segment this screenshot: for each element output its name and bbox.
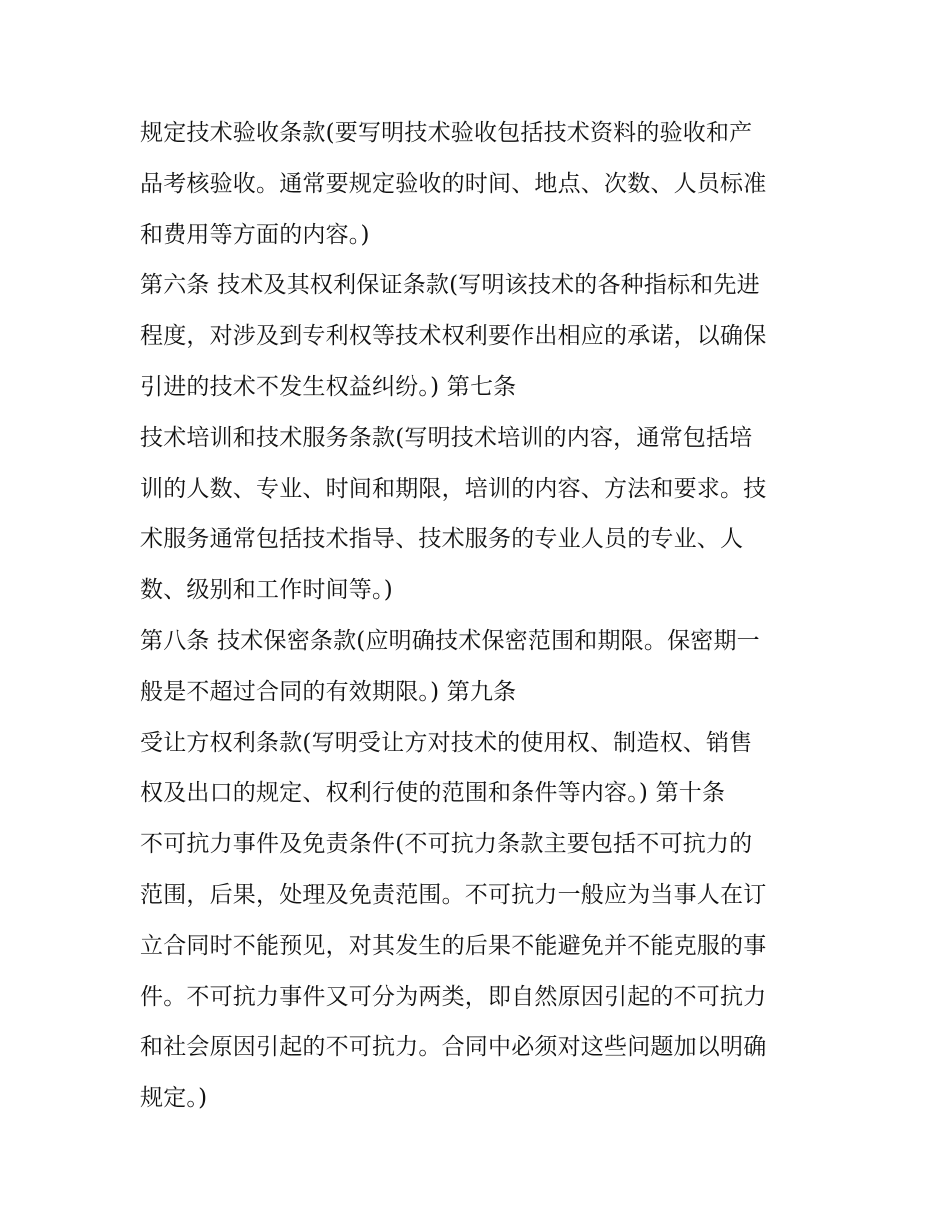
text-line: 第六条 技术及其权利保证条款(写明该技术的各种指标和先进 [140,272,760,299]
text-line: 第八条 技术保密条款(应明确技术保密范围和期限。保密期一 [140,627,760,654]
text-line: 不可抗力事件及免责条件(不可抗力条款主要包括不可抗力的 [140,831,753,858]
text-line: 技术培训和技术服务条款(写明技术培训的内容，通常包括培 [140,424,753,451]
text-line: 规定。) [140,1085,208,1112]
text-line: 立合同时不能预见，对其发生的后果不能避免并不能克服的事 [140,932,767,959]
text-line: 程度，对涉及到专利权等技术权利要作出相应的承诺，以确保 [140,323,767,350]
text-line: 权及出口的规定、权利行使的范围和条件等内容。) 第十条 [140,780,726,807]
text-line: 术服务通常包括技术指导、技术服务的专业人员的专业、人 [140,526,744,553]
text-line: 品考核验收。通常要规定验收的时间、地点、次数、人员标准 [140,170,767,197]
text-line: 和费用等方面的内容。) [140,221,370,248]
text-line: 引进的技术不发生权益纠纷。) 第七条 [140,373,517,400]
text-line: 和社会原因引起的不可抗力。合同中必须对这些问题加以明确 [140,1034,767,1061]
text-line: 数、级别和工作时间等。) [140,577,393,604]
text-line: 范围，后果，处理及免责范围。不可抗力一般应为当事人在订 [140,881,767,908]
document-body [140,108,820,1124]
text-line: 般是不超过合同的有效期限。) 第九条 [140,678,517,705]
text-line: 受让方权利条款(写明受让方对技术的使用权、制造权、销售 [140,729,753,756]
text-line: 件。不可抗力事件又可分为两类，即自然原因引起的不可抗力 [140,983,767,1010]
text-line: 训的人数、专业、时间和期限，培训的内容、方法和要求。技 [140,475,767,502]
text-line: 规定技术验收条款(要写明技术验收包括技术资料的验收和产 [140,120,753,146]
